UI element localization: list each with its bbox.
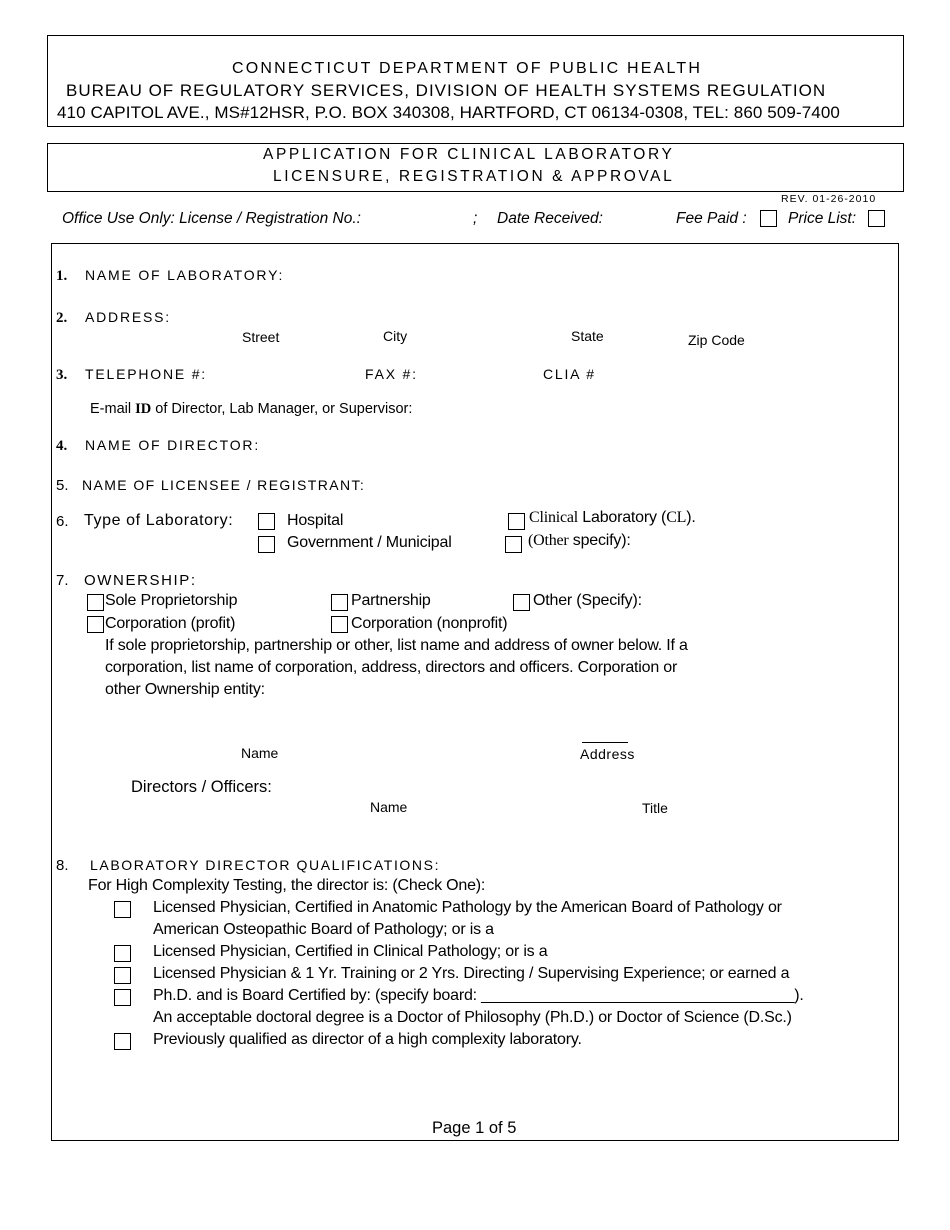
corp-profit-checkbox[interactable] [87,616,104,633]
qualifications-subheading: For High Complexity Testing, the director is: (Check One): [88,877,486,894]
email-field[interactable] [452,399,880,419]
fax-field[interactable] [420,364,535,384]
telephone-label: TELEPHONE #: [85,366,207,382]
licensee-name-label: NAME OF LICENSEE / REGISTRANT: [82,477,366,493]
form-title-line2: LICENSURE, REGISTRATION & APPROVAL [273,168,675,185]
partnership-checkbox[interactable] [331,594,348,611]
qual-training-experience-label: Licensed Physician & 1 Yr. Training or 2 Yrs. Directing / Supervising Experience; or earned a [153,965,790,982]
agency-name: CONNECTICUT DEPARTMENT OF PUBLIC HEALTH [232,60,703,77]
clinical-lab-label [529,509,696,527]
email-id: ID [135,401,152,417]
qual-previously-qualified-label: Previously qualified as director of a high complexity laboratory. [153,1031,582,1048]
other-ownership-checkbox[interactable] [513,594,530,611]
office-separator: ; [473,210,478,227]
section-7-number: 7. [56,572,69,589]
qual-phd-board-checkbox[interactable] [114,989,131,1006]
owner-name-label: Name [241,745,279,761]
street-label: Street [242,329,280,345]
qual-doctoral-note: An acceptable doctoral degree is a Doctor of Philosophy (Ph.D.) or Doctor of Science (D.Sc.) [153,1009,792,1026]
other-ownership-label: Other (Specify): [533,592,642,609]
revision-date: REV. 01-26-2010 [781,193,877,205]
hospital-label: Hospital [287,512,344,529]
laboratory-name-label: NAME OF LABORATORY: [85,267,285,283]
laboratory-word: Laboratory ( [578,509,667,526]
qual-anatomic-pathology-checkbox[interactable] [114,901,131,918]
lab-type-label: Type of Laboratory: [84,512,234,529]
fee-paid-label: Fee Paid : [676,210,747,227]
qual-phd-board-label: Ph.D. and is Board Certified by: (specify board: ____________________________________). [153,987,804,1004]
qual-anatomic-pathology-label-2: American Osteopathic Board of Pathology; or is a [153,921,494,938]
qual-anatomic-pathology-label-1: Licensed Physician, Certified in Anatomic Pathology by the American Board of Pathology or [153,899,782,916]
qual-previously-qualified-checkbox[interactable] [114,1033,131,1050]
director-name-col-label: Name [370,799,408,815]
zip-code-label: Zip Code [688,332,745,348]
fax-label: FAX #: [365,366,418,382]
director-title-col-label: Title [642,800,668,816]
section-6-number: 6. [56,513,69,530]
ownership-instructions-1: If sole proprietorship, partnership or other, list name and address of owner below. If a [105,637,688,654]
email-rest: of Director, Lab Manager, or Supervisor: [151,401,413,417]
ownership-instructions-3: other Ownership entity: [105,681,265,698]
other-word: (Other [528,532,569,549]
other-lab-label [528,532,631,550]
directors-officers-label: Directors / Officers: [131,778,272,796]
clinical-lab-checkbox[interactable] [508,513,525,530]
licensee-name-field[interactable] [385,475,880,495]
hospital-checkbox[interactable] [258,513,275,530]
director-name-label: NAME OF DIRECTOR: [85,437,261,453]
corp-profit-label: Corporation (profit) [105,615,236,632]
government-label: Government / Municipal [287,534,452,551]
state-label: State [571,328,604,344]
fee-paid-checkbox[interactable] [760,210,777,227]
office-license-label: Office Use Only: License / Registration No.: [62,210,361,227]
address-label: ADDRESS: [85,309,171,325]
sole-proprietorship-label: Sole Proprietorship [105,592,238,609]
email-label [90,401,412,418]
ownership-label: OWNERSHIP: [84,572,197,589]
price-list-checkbox[interactable] [868,210,885,227]
section-4-number: 4. [56,438,68,454]
clinical-word: Clinical [529,509,579,526]
form-title-line1: APPLICATION FOR CLINICAL LABORATORY [263,146,675,163]
address-field[interactable] [180,307,880,329]
clia-field[interactable] [612,364,882,384]
director-name-field[interactable] [270,435,880,455]
corp-nonprofit-checkbox[interactable] [331,616,348,633]
government-checkbox[interactable] [258,536,275,553]
telephone-field[interactable] [212,364,357,384]
partnership-label: Partnership [351,592,431,609]
section-2-number: 2. [56,310,68,326]
sole-proprietorship-checkbox[interactable] [87,594,104,611]
owner-address-underline [582,742,628,743]
clia-label: CLIA # [543,366,596,382]
section-1-number: 1. [56,268,68,284]
date-received-label: Date Received: [497,210,603,227]
cl-close: ). [686,509,696,526]
section-5-number: 5. [56,477,69,494]
page-number: Page 1 of 5 [432,1119,517,1137]
qual-clinical-pathology-checkbox[interactable] [114,945,131,962]
price-list-label: Price List: [788,210,857,227]
qual-clinical-pathology-label: Licensed Physician, Certified in Clinical Pathology; or is a [153,943,548,960]
corp-nonprofit-label: Corporation (nonprofit) [351,615,508,632]
agency-address: 410 CAPITOL AVE., MS#12HSR, P.O. BOX 340308, HARTFORD, CT 06134-0308, TEL: 860 509-7400 [57,103,840,122]
section-8-number: 8. [56,857,69,874]
section-3-number: 3. [56,367,68,383]
ownership-instructions-2: corporation, list name of corporation, address, directors and officers. Corporation or [105,659,678,676]
qual-training-experience-checkbox[interactable] [114,967,131,984]
bureau-name: BUREAU OF REGULATORY SERVICES, DIVISION OF HEALTH SYSTEMS REGULATION [66,81,827,100]
cl-abbrev: CL [666,509,687,526]
owner-address-label: Address [580,746,635,762]
city-label: City [383,328,408,344]
specify-word: specify): [568,532,631,549]
email-prefix: E-mail [90,401,136,417]
other-lab-checkbox[interactable] [505,536,522,553]
laboratory-name-field[interactable] [310,265,880,285]
qualifications-label: LABORATORY DIRECTOR QUALIFICATIONS: [90,857,441,873]
